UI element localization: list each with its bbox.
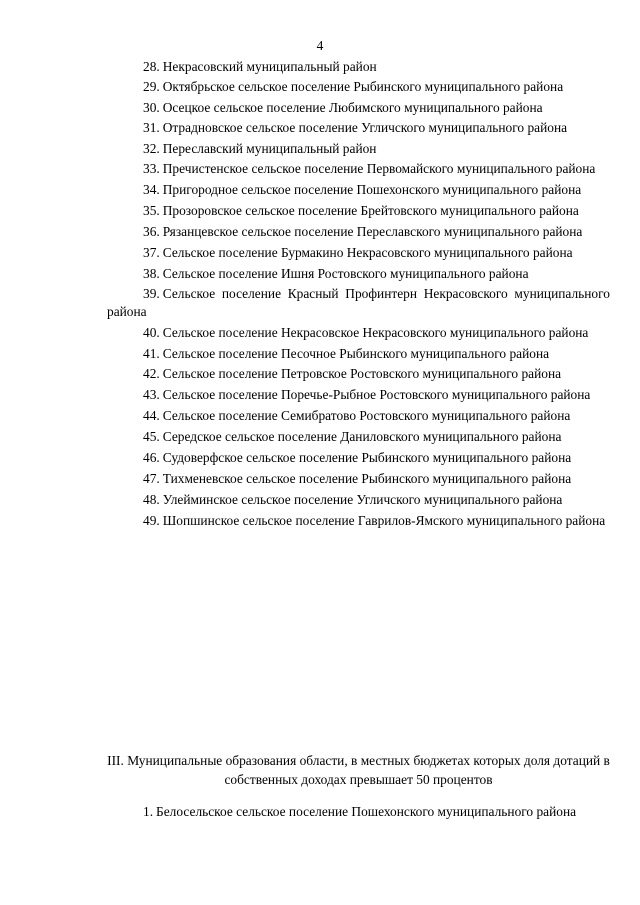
item-text: Судоверфское сельское поселение Рыбинского муниципального района	[162, 450, 572, 465]
item-number: 29.	[143, 79, 160, 94]
list-item	[107, 202, 610, 220]
item-text: Октябрьское сельское поселение Рыбинского муниципального района	[162, 79, 564, 94]
item-number: 32.	[143, 141, 160, 156]
municipality-list	[107, 58, 610, 533]
item-number: 41.	[143, 346, 160, 361]
item-number: 30.	[143, 100, 160, 115]
list-item	[107, 58, 610, 76]
item-number: 36.	[143, 224, 160, 239]
item-number: 40.	[143, 325, 160, 340]
item-text: Сельское поселение Красный Профинтерн Некрасовского муниципального района	[107, 286, 610, 319]
item-text: Середское сельское поселение Даниловского муниципального района	[162, 429, 562, 444]
list-item	[107, 223, 610, 241]
list-item	[107, 345, 610, 363]
list-item	[107, 140, 610, 158]
item-number: 39.	[143, 286, 160, 301]
item-number: 43.	[143, 387, 160, 402]
item-text: Некрасовский муниципальный район	[162, 59, 377, 74]
list-item	[107, 470, 610, 488]
section-heading: III. Муниципальные образования области, в местных бюджетах которых доля дотаций в собственных доходах превышает 50 процентов	[107, 753, 610, 787]
list-item	[107, 244, 610, 262]
list-item	[107, 365, 610, 383]
item-text: Пригородное сельское поселение Пошехонского муниципального района	[162, 182, 582, 197]
page-number: 4	[316, 38, 324, 53]
list-item	[107, 449, 610, 467]
item-number: 34.	[143, 182, 160, 197]
list-item	[107, 181, 610, 199]
item-number: 31.	[143, 120, 160, 135]
list-item	[107, 803, 610, 821]
item-number: 37.	[143, 245, 160, 260]
item-text: Тихменевское сельское поселение Рыбинского муниципального района	[162, 471, 572, 486]
item-number: 42.	[143, 366, 160, 381]
item-text: Улейминское сельское поселение Угличского муниципального района	[162, 492, 563, 507]
item-text: Сельское поселение Ишня Ростовского муниципального района	[162, 266, 529, 281]
list-item	[107, 386, 610, 404]
list-item	[107, 407, 610, 425]
item-text: Шопшинское сельское поселение Гаврилов-Ямского муниципального района	[162, 513, 606, 528]
item-number: 1.	[143, 804, 154, 819]
item-text: Отрадновское сельское поселение Угличского муниципального района	[162, 120, 568, 135]
item-number: 33.	[143, 161, 160, 176]
item-number: 49.	[143, 513, 160, 528]
item-text: Осецкое сельское поселение Любимского муниципального района	[162, 100, 543, 115]
item-number: 38.	[143, 266, 160, 281]
list-item	[107, 160, 610, 178]
item-number: 46.	[143, 450, 160, 465]
item-number: 28.	[143, 59, 160, 74]
item-text: Сельское поселение Бурмакино Некрасовского муниципального района	[162, 245, 573, 260]
item-number: 48.	[143, 492, 160, 507]
list-item	[107, 491, 610, 509]
list-item	[107, 78, 610, 96]
item-text: Рязанцевское сельское поселение Переславского муниципального района	[162, 224, 583, 239]
item-text: Сельское поселение Некрасовское Некрасовского муниципального района	[162, 325, 589, 340]
item-number: 44.	[143, 408, 160, 423]
list-item	[107, 99, 610, 117]
item-number: 45.	[143, 429, 160, 444]
item-text: Сельское поселение Поречье-Рыбное Ростовского муниципального района	[162, 387, 591, 402]
item-text: Белосельское сельское поселение Пошехонского муниципального района	[156, 804, 577, 819]
list-item	[107, 119, 610, 137]
section-list	[107, 803, 610, 824]
item-text: Пречистенское сельское поселение Первомайского муниципального района	[162, 161, 596, 176]
list-item	[107, 512, 610, 530]
list-item	[107, 324, 610, 342]
list-item	[107, 285, 610, 321]
item-number: 47.	[143, 471, 160, 486]
list-item	[107, 428, 610, 446]
item-text: Сельское поселение Песочное Рыбинского муниципального района	[162, 346, 550, 361]
item-number: 35.	[143, 203, 160, 218]
item-text: Сельское поселение Петровское Ростовского муниципального района	[162, 366, 562, 381]
item-text: Сельское поселение Семибратово Ростовского муниципального района	[162, 408, 571, 423]
list-item	[107, 265, 610, 283]
item-text: Прозоровское сельское поселение Брейтовского муниципального района	[162, 203, 579, 218]
item-text: Переславский муниципальный район	[162, 141, 377, 156]
